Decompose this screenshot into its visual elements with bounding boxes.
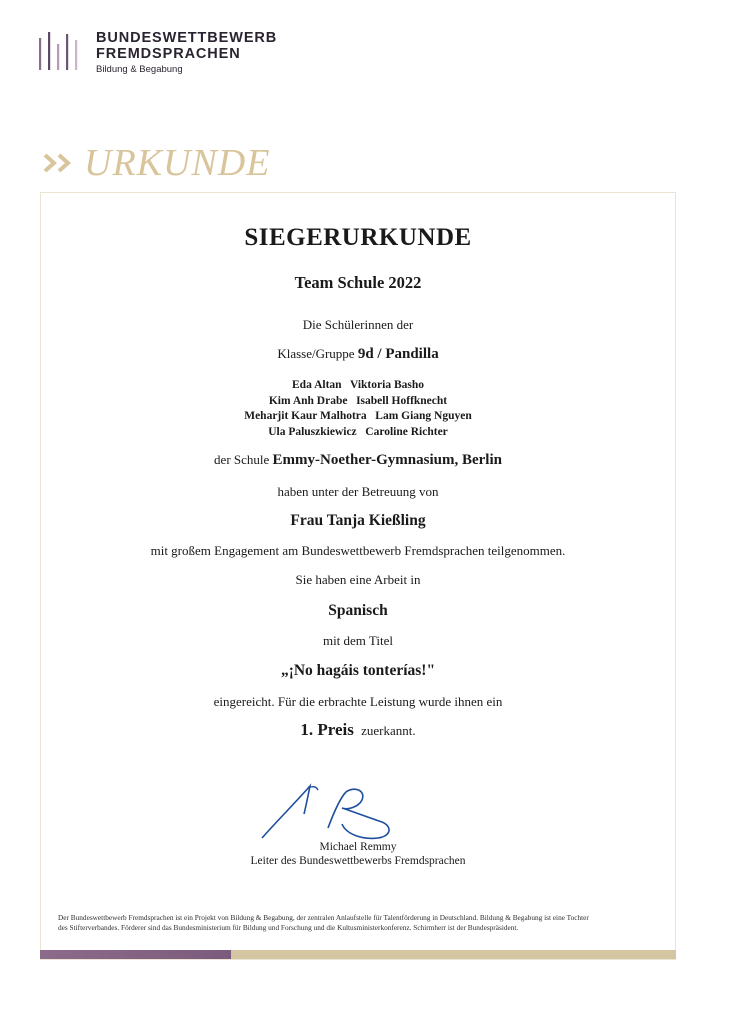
- names-list: [40, 378, 676, 440]
- prize-line: [40, 720, 676, 740]
- teacher-name: Frau Tanja Kießling: [290, 512, 426, 529]
- names-line: Kim Anh Drabe Isabell Hoffknecht: [268, 394, 448, 407]
- names-line: Ula Paluszkiewicz Caroline Richter: [268, 425, 448, 438]
- prize-value: 1. Preis: [300, 720, 354, 739]
- work-title: „¡No hagáis tonterías!": [280, 662, 436, 679]
- intro-text: Die Schülerinnen der: [302, 317, 414, 332]
- school-value: Emmy-Noether-Gymnasium, Berlin: [272, 452, 502, 468]
- names-line: Meharjit Kaur Malhotra Lam Giang Nguyen: [244, 410, 472, 422]
- submitted-text: eingereicht. Für die erbrachte Leistung wurde ihnen ein: [213, 694, 503, 709]
- logo-bars-icon: [38, 30, 78, 74]
- double-chevron-icon: [42, 151, 76, 175]
- document-heading-title: URKUNDE: [84, 142, 271, 184]
- logo-text: [96, 30, 277, 76]
- title-intro-text: mit dem Titel: [322, 633, 394, 648]
- logo-line-2: FREMDSPRACHEN: [96, 46, 241, 62]
- footer-note: Der Bundeswettbewerb Fremdsprachen ist ein Projekt von Bildung & Begabung, der zentralen Anlaufstelle für Talentförderung in Deutschland. Bildung & Begabung ist eine Tochter des Stifterverbandes. Förderer sind das Bundesministerium für Bildung und Forschung und die Kultusministerkonferenz. Schirmherr ist der Bundespräsident.: [58, 913, 589, 933]
- signatory-name: Michael Remmy: [319, 841, 397, 853]
- work-text: Sie haben eine Arbeit in: [295, 572, 421, 587]
- language-value: Spanisch: [328, 602, 388, 619]
- certificate-title: SIEGERURKUNDE: [244, 224, 472, 251]
- awarded-text: zuerkannt.: [361, 723, 416, 738]
- supervision-text: haben unter der Betreuung von: [277, 484, 439, 499]
- school-line: [40, 452, 676, 469]
- certificate-subtitle: Team Schule 2022: [294, 273, 422, 292]
- handwritten-signature: [258, 778, 400, 844]
- school-label: der Schule: [214, 452, 270, 467]
- names-line: Eda Altan Viktoria Basho: [292, 379, 424, 391]
- class-line: [40, 346, 676, 363]
- signatory-role: Leiter des Bundeswettbewerbs Fremdsprachen: [250, 855, 466, 867]
- class-label: Klasse/Gruppe: [277, 346, 355, 361]
- class-value: 9d / Pandilla: [357, 346, 439, 362]
- footer-color-bar: [40, 950, 676, 959]
- document-heading: [42, 140, 270, 186]
- logo-line-1: BUNDESWETTBEWERB: [96, 30, 278, 46]
- logo-line-3: Bildung & Begabung: [96, 64, 183, 75]
- engagement-text: mit großem Engagement am Bundeswettbewerb Fremdsprachen teilgenommen.: [150, 543, 566, 558]
